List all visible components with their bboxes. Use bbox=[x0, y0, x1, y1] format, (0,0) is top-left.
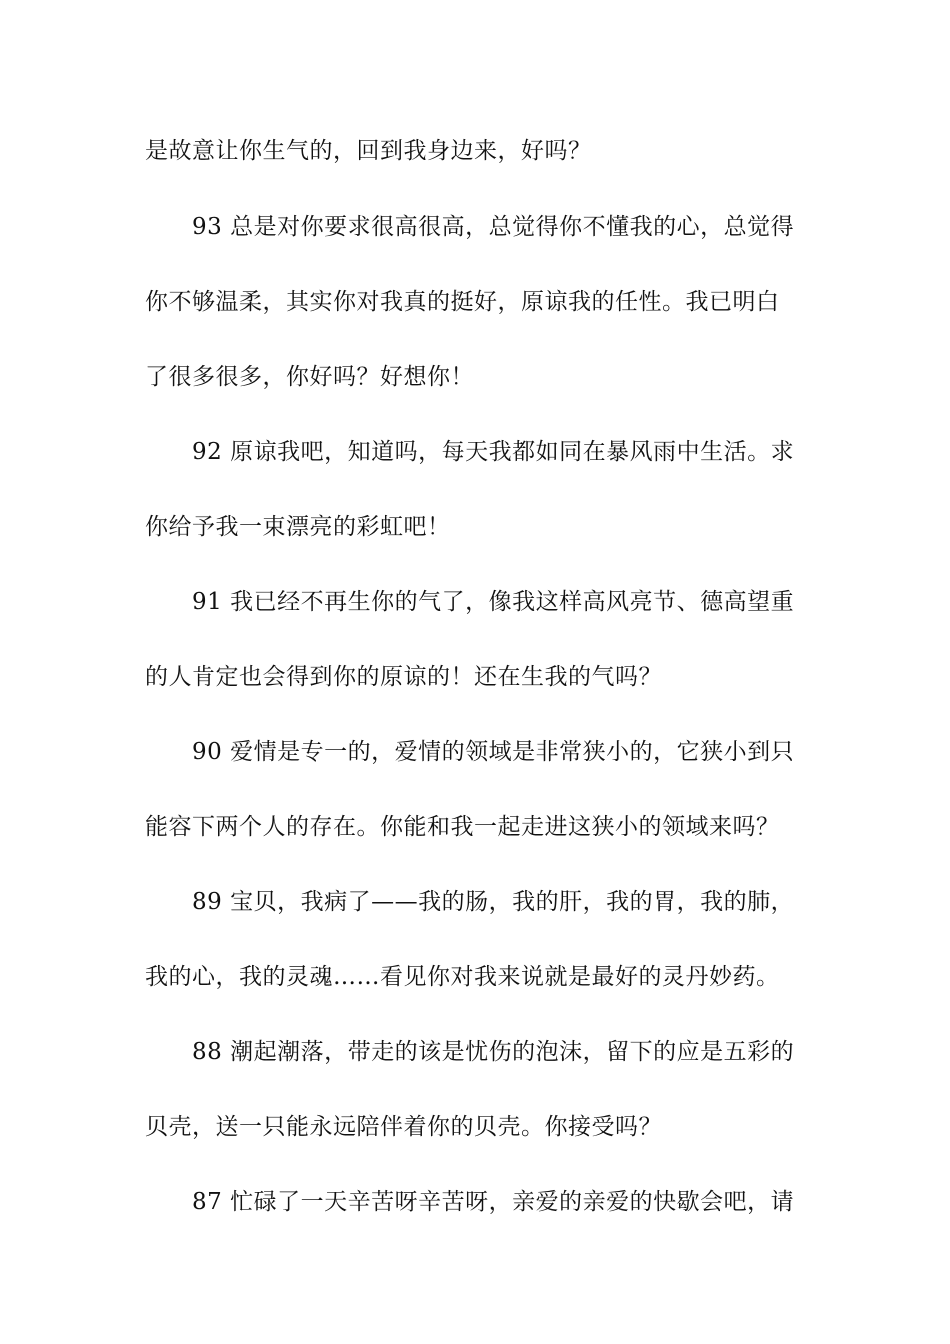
text-line: 我的心，我的灵魂……看见你对我来说就是最好的灵丹妙药。 bbox=[145, 964, 780, 990]
text-line: 你不够温柔，其实你对我真的挺好，原谅我的任性。我已明白 bbox=[145, 289, 780, 315]
text-line: 你给予我一束漂亮的彩虹吧！ bbox=[145, 514, 451, 540]
text-line: 能容下两个人的存在。你能和我一起走进这狭小的领域来吗？ bbox=[145, 814, 780, 840]
text-line: 是故意让你生气的，回到我身边来，好吗？ bbox=[145, 138, 592, 164]
text-line: 87 忙碌了一天辛苦呀辛苦呀，亲爱的亲爱的快歇会吧，请 bbox=[192, 1189, 795, 1215]
text-line: 93 总是对你要求很高很高，总觉得你不懂我的心，总觉得 bbox=[192, 214, 795, 240]
text-line: 89 宝贝，我病了——我的肠，我的肝，我的胃，我的肺， bbox=[192, 889, 795, 915]
text-line: 的人肯定也会得到你的原谅的！还在生我的气吗？ bbox=[145, 664, 662, 690]
text-line: 贝壳，送一只能永远陪伴着你的贝壳。你接受吗？ bbox=[145, 1114, 662, 1140]
text-line: 92 原谅我吧，知道吗，每天我都如同在暴风雨中生活。求 bbox=[192, 439, 795, 465]
text-line: 88 潮起潮落，带走的该是忧伤的泡沫，留下的应是五彩的 bbox=[192, 1039, 795, 1065]
text-line: 了很多很多，你好吗？好想你！ bbox=[145, 364, 474, 390]
text-line: 91 我已经不再生你的气了，像我这样高风亮节、德高望重 bbox=[192, 589, 795, 615]
text-line: 90 爱情是专一的，爱情的领域是非常狭小的，它狭小到只 bbox=[192, 739, 795, 765]
